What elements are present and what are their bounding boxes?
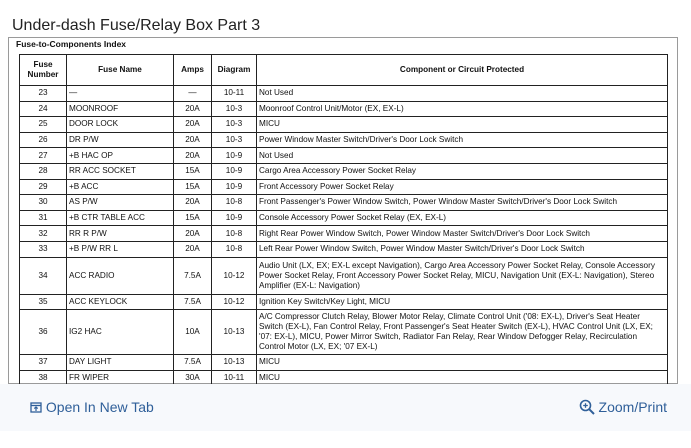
header-component: Component or Circuit Protected [257, 55, 668, 86]
table-row [20, 163, 668, 179]
cell-fuse-name: +B ACC [67, 179, 174, 195]
cell-component: Front Passenger's Power Window Switch, Power Window Master Switch/Driver's Door Lock Switch [257, 195, 668, 211]
cell-fuse-name: AS P/W [67, 195, 174, 211]
table-header-row [20, 55, 668, 86]
index-title: Fuse-to-Components Index [16, 39, 127, 49]
cell-fuse-name: IG2 HAC [67, 310, 174, 355]
zoom-print-label: Zoom/Print [598, 399, 667, 416]
cell-fuse-number: 23 [20, 86, 67, 102]
cell-component: MICU [257, 117, 668, 133]
cell-diagram: 10-8 [212, 226, 257, 242]
table-row [20, 226, 668, 242]
cell-amps: 20A [174, 101, 212, 117]
cell-amps: 7.5A [174, 257, 212, 294]
cell-fuse-number: 28 [20, 163, 67, 179]
table-row [20, 101, 668, 117]
cell-component: MICU [257, 355, 668, 371]
cell-amps: 20A [174, 132, 212, 148]
cell-fuse-number: 31 [20, 210, 67, 226]
header-amps: Amps [174, 55, 212, 86]
page-title: Under-dash Fuse/Relay Box Part 3 [12, 17, 261, 34]
cell-fuse-number: 32 [20, 226, 67, 242]
cell-fuse-name: MOONROOF [67, 101, 174, 117]
cell-fuse-number: 36 [20, 310, 67, 355]
cell-fuse-name: +B CTR TABLE ACC [67, 210, 174, 226]
table-row [20, 132, 668, 148]
table-row [20, 179, 668, 195]
table-row [20, 117, 668, 133]
open-in-new-tab-label: Open In New Tab [45, 399, 154, 415]
cell-diagram: 10-3 [212, 132, 257, 148]
cell-fuse-name: ACC RADIO [67, 257, 174, 294]
cell-fuse-name: RR R P/W [67, 226, 174, 242]
cell-component: Ignition Key Switch/Key Light, MICU [257, 294, 668, 310]
table-row [20, 210, 668, 226]
header-fuse-name: Fuse Name [67, 55, 174, 86]
cell-diagram: 10-11 [212, 370, 257, 386]
table-row [20, 294, 668, 310]
cell-amps: 20A [174, 226, 212, 242]
cell-amps: 30A [174, 370, 212, 386]
cell-amps: 10A [174, 310, 212, 355]
cell-diagram: 10-11 [212, 86, 257, 102]
cell-fuse-number: 33 [20, 241, 67, 257]
cell-component: A/C Compressor Clutch Relay, Blower Motor Relay, Climate Control Unit ('08: EX-L), Driver's Seat Heater Switch (EX-L), Fan Control Relay, Front Passenger's Seat Heater Switch (EX-L), HVAC Control Unit (LX, EX; '07: EX-L), MICU, Power Mirror Switch, Radiator Fan Relay, Rear Window Defogger Relay, Recirculation Control Motor (LX, EX; '07 EX-L) [257, 310, 668, 355]
cell-component: Front Accessory Power Socket Relay [257, 179, 668, 195]
cell-diagram: 10-9 [212, 148, 257, 164]
cell-fuse-name: DAY LIGHT [67, 355, 174, 371]
cell-amps: 15A [174, 179, 212, 195]
table-row [20, 195, 668, 211]
header-diagram: Diagram [212, 55, 257, 86]
cell-fuse-number: 29 [20, 179, 67, 195]
table-row [20, 310, 668, 355]
cell-fuse-number: 35 [20, 294, 67, 310]
cell-diagram: 10-9 [212, 179, 257, 195]
fuse-table [19, 54, 668, 386]
zoom-print-link[interactable] [579, 399, 667, 418]
cell-amps: 20A [174, 241, 212, 257]
cell-amps: 20A [174, 117, 212, 133]
cell-fuse-name: RR ACC SOCKET [67, 163, 174, 179]
cell-component: Not Used [257, 86, 668, 102]
table-row [20, 86, 668, 102]
cell-diagram: 10-12 [212, 294, 257, 310]
cell-amps: 7.5A [174, 294, 212, 310]
table-row [20, 355, 668, 371]
cell-fuse-name: +B P/W RR L [67, 241, 174, 257]
cell-amps: 20A [174, 148, 212, 164]
cell-component: Left Rear Power Window Switch, Power Window Master Switch/Driver's Door Lock Switch [257, 241, 668, 257]
cell-fuse-name: +B HAC OP [67, 148, 174, 164]
magnifier-icon [579, 399, 595, 418]
cell-fuse-name: ACC KEYLOCK [67, 294, 174, 310]
cell-component: Power Window Master Switch/Driver's Door Lock Switch [257, 132, 668, 148]
cell-amps: 15A [174, 210, 212, 226]
cell-fuse-number: 24 [20, 101, 67, 117]
cell-fuse-number: 26 [20, 132, 67, 148]
cell-fuse-number: 37 [20, 355, 67, 371]
cell-fuse-name: DOOR LOCK [67, 117, 174, 133]
cell-fuse-name: — [67, 86, 174, 102]
cell-fuse-number: 25 [20, 117, 67, 133]
cell-component: Right Rear Power Window Switch, Power Window Master Switch/Driver's Door Lock Switch [257, 226, 668, 242]
cell-fuse-number: 30 [20, 195, 67, 211]
cell-component: Not Used [257, 148, 668, 164]
cell-diagram: 10-8 [212, 195, 257, 211]
cell-amps: 20A [174, 195, 212, 211]
cell-diagram: 10-9 [212, 210, 257, 226]
open-in-new-tab-icon [30, 400, 42, 416]
cell-diagram: 10-8 [212, 241, 257, 257]
cell-fuse-name: DR P/W [67, 132, 174, 148]
cell-fuse-number: 27 [20, 148, 67, 164]
cell-component: Console Accessory Power Socket Relay (EX, EX-L) [257, 210, 668, 226]
table-row [20, 148, 668, 164]
table-row [20, 257, 668, 294]
cell-component: Cargo Area Accessory Power Socket Relay [257, 163, 668, 179]
cell-diagram: 10-13 [212, 310, 257, 355]
table-row [20, 241, 668, 257]
open-in-new-tab-link[interactable] [30, 399, 154, 416]
cell-amps: 15A [174, 163, 212, 179]
cell-diagram: 10-3 [212, 101, 257, 117]
cell-component: Moonroof Control Unit/Motor (EX, EX-L) [257, 101, 668, 117]
cell-amps: 7.5A [174, 355, 212, 371]
header-fuse-number: Fuse Number [20, 55, 67, 86]
cell-fuse-name: FR WIPER [67, 370, 174, 386]
cell-diagram: 10-12 [212, 257, 257, 294]
cell-component: MICU [257, 370, 668, 386]
cell-fuse-number: 38 [20, 370, 67, 386]
cell-component: Audio Unit (LX, EX; EX-L except Navigation), Cargo Area Accessory Power Socket Relay, Console Accessory Power Socket Relay, Front Accessory Power Socket Relay, MICU, Navigation Unit (EX-L: Navigation), Stereo Amplifier (EX-L: Navigation) [257, 257, 668, 294]
cell-diagram: 10-13 [212, 355, 257, 371]
cell-fuse-number: 34 [20, 257, 67, 294]
cell-amps: — [174, 86, 212, 102]
cell-diagram: 10-3 [212, 117, 257, 133]
cell-diagram: 10-9 [212, 163, 257, 179]
